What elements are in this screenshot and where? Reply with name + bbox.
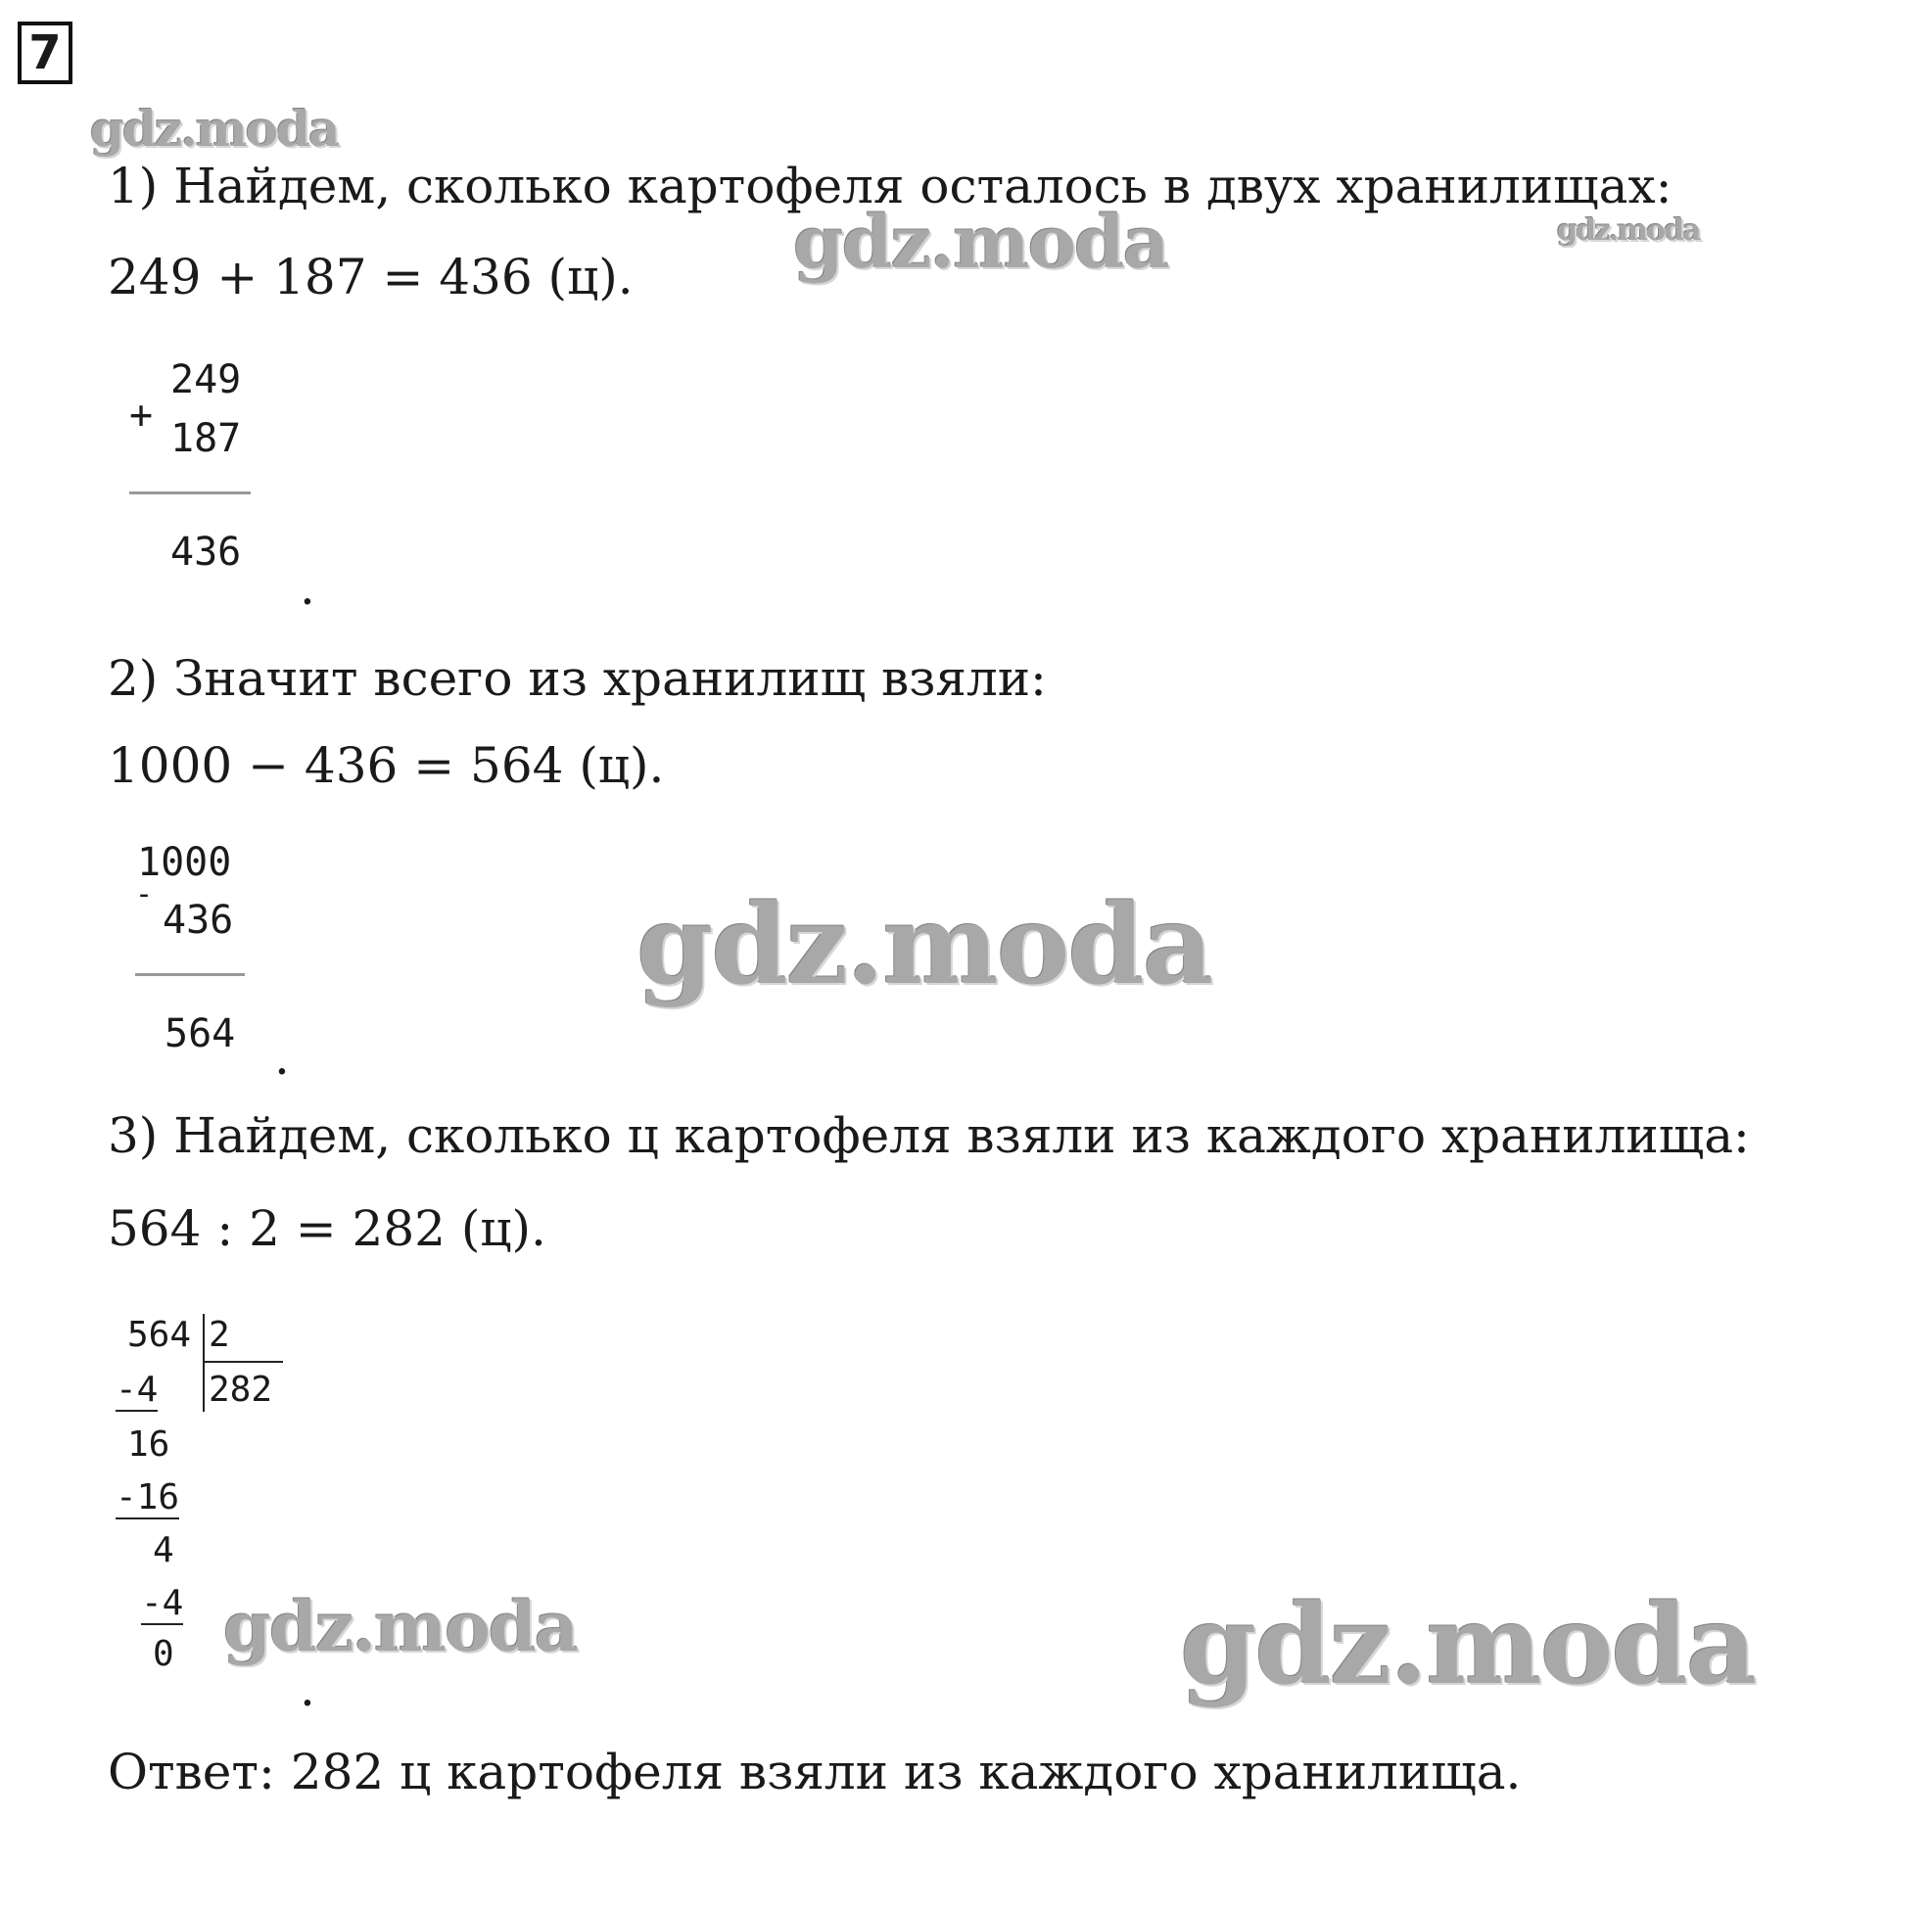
step1-addend-a: 249 <box>170 357 242 402</box>
watermark-center: gdz.moda <box>636 881 1212 1009</box>
task-number: 7 <box>18 22 72 84</box>
watermark-top-center: gdz.moda <box>793 201 1168 285</box>
step1-result: 436 <box>170 530 242 575</box>
step2-equation: 1000 − 436 = 564 (ц). <box>108 737 665 794</box>
step2-result: 564 <box>165 1011 236 1056</box>
step1-sign: + <box>129 393 154 438</box>
step2-text: 2) Значит всего из хранилищ взяли: <box>108 650 1047 707</box>
step2-period: . <box>274 1029 290 1086</box>
division-horizontal-bar <box>203 1361 283 1363</box>
step1-rule <box>129 491 251 494</box>
watermark-top-left: gdz.moda <box>90 100 339 158</box>
division-row: -4 <box>116 1370 159 1410</box>
division-row: -16 <box>116 1477 180 1517</box>
division-row: 4 <box>153 1530 174 1570</box>
step3-period: . <box>300 1660 315 1717</box>
answer-text: Ответ: 282 ц картофеля взяли из каждого хранилища. <box>108 1744 1522 1800</box>
step3-text: 3) Найдем, сколько ц картофеля взяли из каждого хранилища: <box>108 1107 1750 1164</box>
division-row: -4 <box>141 1583 184 1623</box>
step1-equation: 249 + 187 = 436 (ц). <box>108 249 634 305</box>
division-dividend: 564 <box>127 1315 192 1355</box>
watermark-top-right: gdz.moda <box>1557 213 1700 248</box>
watermark-bottom-left: gdz.moda <box>223 1586 578 1667</box>
division-quotient: 282 <box>209 1370 273 1410</box>
division-row: 16 <box>127 1424 170 1465</box>
step1-text: 1) Найдем, сколько картофеля осталось в двух хранилищах: <box>108 158 1673 214</box>
watermark-bottom-right: gdz.moda <box>1180 1581 1756 1709</box>
step1-period: . <box>300 559 315 616</box>
step2-subtrahend: 436 <box>163 898 234 943</box>
division-vertical-bar <box>203 1314 205 1412</box>
step2-minuend: 1000 <box>137 840 232 885</box>
step1-addend-b: 187 <box>170 416 242 461</box>
division-divisor: 2 <box>209 1315 230 1355</box>
step2-sign: - <box>135 877 154 911</box>
step2-rule <box>135 973 245 976</box>
step3-equation: 564 : 2 = 282 (ц). <box>108 1200 546 1257</box>
division-row: 0 <box>153 1634 174 1674</box>
